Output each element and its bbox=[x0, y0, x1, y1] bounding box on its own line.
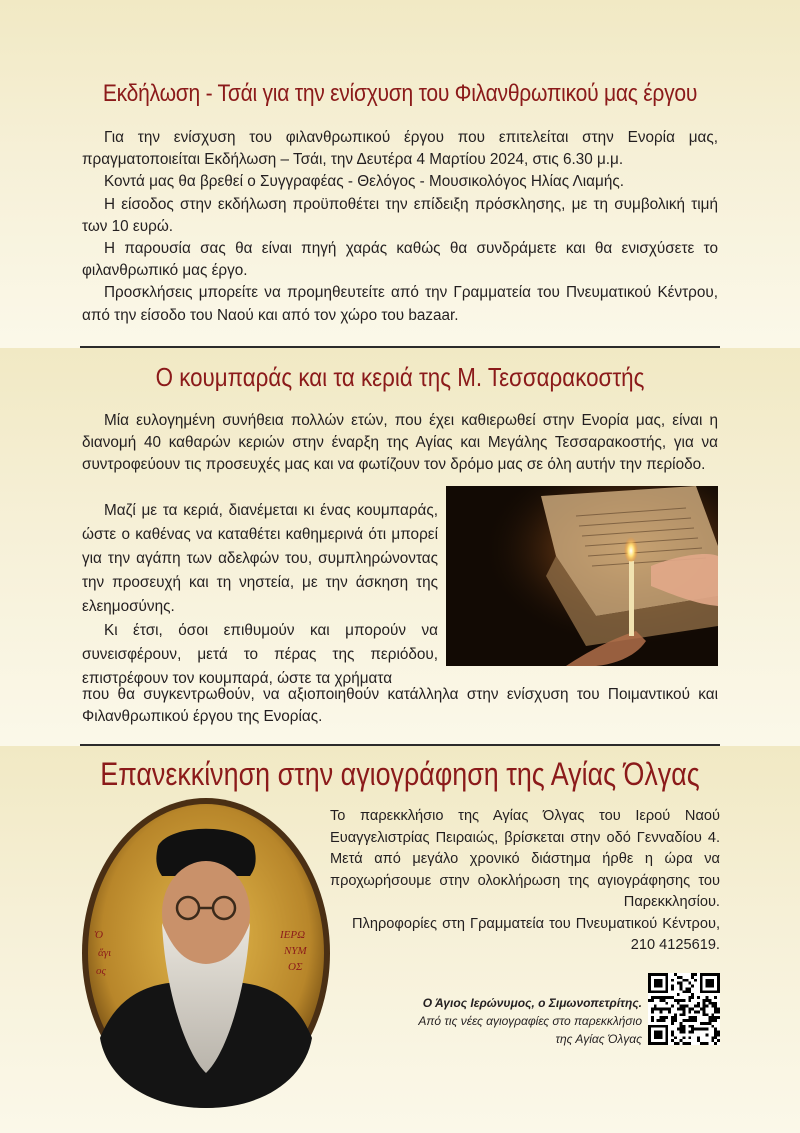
candle-book-photo bbox=[446, 486, 718, 666]
paragraph: Κι έτσι, όσοι επιθυμούν και μπορούν να συνεισφέρουν, μετά το πέρας της περιόδου, επιστρέφουν τον κουμπαρά, ώστε τα χρήματα bbox=[82, 622, 438, 687]
lent-side-text bbox=[82, 499, 438, 691]
paragraph: Το παρεκκλήσιο της Αγίας Όλγας του Ιερού Ναού Ευαγγελιστρίας Πειραιώς, βρίσκεται στην οδό Γενναδίου 4. Μετά από μεγάλο χρονικό διάστημα ήρθε η ώρα να προχωρήσουμε στην ολοκλήρωση της αγιογράφησης του Παρεκκλησίου. bbox=[330, 808, 720, 910]
qr-code[interactable] bbox=[648, 973, 720, 1045]
paragraph: Πληροφορίες στη Γραμματεία του Πνευματικού Κέντρου, 210 4125619. bbox=[352, 915, 720, 953]
icon-inscription-left: ἅγι bbox=[98, 947, 112, 959]
event-text bbox=[82, 127, 718, 327]
paragraph: Η παρουσία σας θα είναι πηγή χαράς καθώς θα συνδράμετε και θα ενισχύσετε το φιλανθρωπικό μας έργο. bbox=[82, 240, 718, 280]
caption-line: της Αγίας Όλγας bbox=[555, 1032, 642, 1046]
icon-inscription-left: Ὁ bbox=[94, 929, 104, 941]
candle-scene bbox=[446, 486, 718, 666]
paragraph: που θα συγκεντρωθούν, να αξιοποιηθούν κατάλληλα στην ενίσχυση του Ποιμαντικού και Φιλανθρωπικού έργου της Ενορίας. bbox=[82, 686, 718, 726]
caption-line: Ο Άγιος Ιερώνυμος, ο Σιμωνοπετρίτης. bbox=[422, 996, 642, 1010]
paragraph: Μαζί με τα κεριά, διανέμεται κι ένας κουμπαράς, ώστε ο καθένας να καταθέτει καθημερινά ότι μπορεί για την αγάπη των αδελφών του, συμπληρώνοντας την προσευχή και τη νηστεία, με την άσκηση της ελεημοσύνης. bbox=[82, 502, 438, 615]
icon-text bbox=[330, 806, 720, 957]
paragraph: Μία ευλογημένη συνήθεια πολλών ετών, που έχει καθιερωθεί στην Ενορία μας, είναι η διανομή 40 καθαρών κεριών στην έναρξη της Αγίας και Μεγάλης Τεσσαρακοστής, για να συντροφεύουν τις προσευχές μας και να φωτίζουν τον δρόμο μας σε όλη αυτήν την περίοδο. bbox=[82, 412, 718, 474]
saint-icon-portrait bbox=[80, 788, 332, 1118]
paragraph: Προσκλήσεις μπορείτε να προμηθευτείτε από την Γραμματεία του Πνευματικού Κέντρου, από την είσοδο του Ναού και από τον χώρο του bazaar. bbox=[82, 284, 718, 324]
paragraph: Η είσοδος στην εκδήλωση προϋποθέτει την επίδειξη πρόσκλησης, με τη συμβολική τιμή των 10 ευρώ. bbox=[82, 195, 718, 235]
lent-title: Ο κουμπαράς και τα κεριά της Μ. Τεσσαρακοστής bbox=[155, 362, 645, 392]
paragraph: Κοντά μας θα βρεθεί ο Συγγραφέας - Θελόγος - Μουσικολόγος Ηλίας Λιαμής. bbox=[104, 173, 624, 191]
icon-inscription-right: ΝΥΜ bbox=[284, 945, 307, 957]
event-title: Εκδήλωση - Τσάι για την ενίσχυση του Φιλανθρωπικού μας έργου bbox=[102, 80, 698, 107]
lent-intro bbox=[82, 410, 718, 477]
qr-code-image bbox=[648, 973, 720, 1045]
saint-icon-image bbox=[80, 788, 332, 1118]
caption-line: Από τις νέες αγιογραφίες στο παρεκκλήσιο bbox=[418, 1014, 642, 1028]
icon-inscription-left: ος bbox=[96, 965, 106, 977]
paragraph: Για την ενίσχυση του φιλανθρωπικού έργου που επιτελείται στην Ενορία μας, πραγματοποιείται Εκδήλωση – Τσάι, την Δευτέρα 4 Μαρτίου 2024, στις 6.30 μ.μ. bbox=[82, 129, 718, 169]
icon-title: Επανεκκίνηση στην αγιογράφηση της Αγίας Όλγας bbox=[100, 756, 700, 792]
lent-closing-text bbox=[82, 684, 718, 728]
icon-inscription-right: ΙΕΡΩ bbox=[280, 929, 306, 941]
section-divider bbox=[80, 346, 720, 348]
image-caption bbox=[340, 994, 642, 1048]
icon-inscription-right: ΟΣ bbox=[288, 961, 303, 973]
section-divider bbox=[80, 744, 720, 746]
